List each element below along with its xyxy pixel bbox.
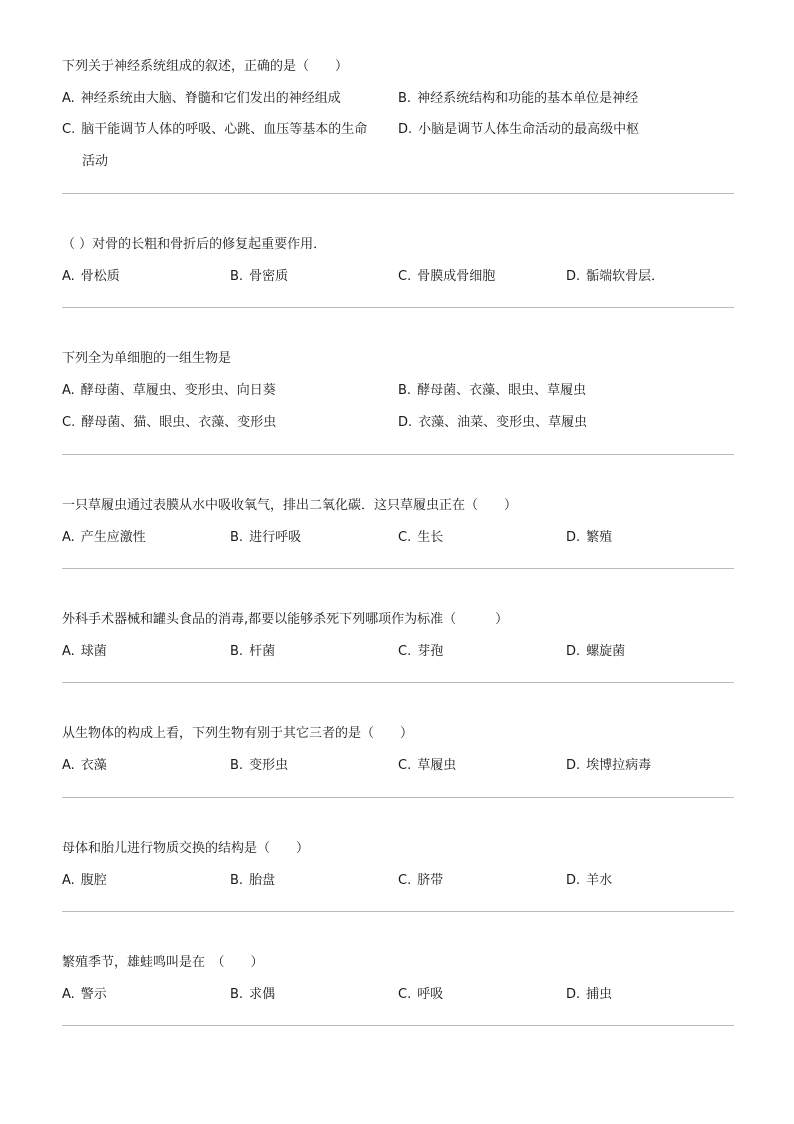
option-c-continuation: 活动 [82, 154, 109, 169]
option-letter: A. [62, 530, 75, 545]
option-letter: C. [398, 758, 412, 773]
option-text: 羊水 [586, 873, 613, 888]
option-letter: D. [398, 122, 413, 137]
option-d[interactable] [566, 871, 612, 891]
option-letter: B. [230, 269, 244, 284]
option-d[interactable] [566, 528, 612, 548]
divider [62, 797, 734, 798]
question-stem: 下列关于神经系统组成的叙述，正确的是（ ） [62, 59, 349, 74]
option-text: 小脑是调节人体生命活动的最高级中枢 [418, 122, 640, 137]
option-letter: B. [230, 987, 244, 1002]
option-text: 埃博拉病毒 [586, 758, 652, 773]
option-c[interactable] [62, 413, 276, 433]
option-b[interactable] [230, 528, 301, 548]
option-text: 酵母菌、猫、眼虫、衣藻、变形虫 [81, 415, 277, 430]
question-stem: 繁殖季节，雄蛙鸣叫是在 （ ） [62, 955, 264, 970]
option-text: 繁殖 [586, 530, 613, 545]
option-letter: A. [62, 987, 75, 1002]
option-letter: A. [62, 758, 75, 773]
option-b[interactable] [230, 642, 275, 662]
option-text: 衣藻 [80, 758, 107, 773]
question-stem: 外科手术器械和罐头食品的消毒,都要以能够杀死下列哪项作为标准（ ） [62, 612, 509, 627]
option-text: 芽孢 [417, 644, 444, 659]
option-b[interactable] [398, 89, 638, 109]
option-letter: C. [62, 415, 76, 430]
option-b[interactable] [230, 871, 275, 891]
question-stem: 从生物体的构成上看，下列生物有别于其它三者的是（ ） [62, 726, 414, 741]
option-text: 胎盘 [249, 873, 276, 888]
question-stem: （ ）对骨的长粗和骨折后的修复起重要作用． [62, 237, 327, 252]
option-b[interactable] [230, 985, 275, 1005]
option-text: 酵母菌、草履虫、变形虫、向日葵 [80, 383, 276, 398]
option-letter: D. [566, 873, 581, 888]
option-letter: D. [566, 530, 581, 545]
option-c[interactable] [398, 267, 495, 287]
option-letter: B. [398, 383, 412, 398]
option-text: 骺端软骨层． [586, 269, 665, 284]
option-text: 脑干能调节人体的呼吸、心跳、血压等基本的生命 [81, 122, 368, 137]
option-text: 衣藻、油菜、变形虫、草履虫 [418, 415, 588, 430]
option-text: 酵母菌、衣藻、眼虫、草履虫 [417, 383, 587, 398]
option-letter: A. [62, 644, 75, 659]
option-c[interactable] [62, 120, 367, 140]
option-text: 骨膜成骨细胞 [417, 269, 496, 284]
option-letter: D. [566, 987, 581, 1002]
divider [62, 1025, 734, 1026]
option-text: 神经系统结构和功能的基本单位是神经 [417, 91, 639, 106]
option-a[interactable] [62, 89, 341, 109]
option-a[interactable] [62, 642, 107, 662]
option-letter: C. [62, 122, 76, 137]
option-a[interactable] [62, 756, 107, 776]
divider [62, 911, 734, 912]
divider [62, 568, 734, 569]
option-text: 呼吸 [417, 987, 444, 1002]
option-c[interactable] [398, 756, 456, 776]
option-text: 警示 [80, 987, 107, 1002]
option-c[interactable] [398, 871, 443, 891]
option-letter: B. [230, 644, 244, 659]
option-text: 腹腔 [80, 873, 107, 888]
option-text: 进行呼吸 [249, 530, 302, 545]
option-text: 草履虫 [417, 758, 457, 773]
option-a[interactable] [62, 267, 120, 287]
option-letter: C. [398, 530, 412, 545]
option-text: 球菌 [80, 644, 107, 659]
option-letter: A. [62, 269, 75, 284]
option-letter: D. [398, 415, 413, 430]
question-stem: 母体和胎儿进行物质交换的结构是（ ） [62, 841, 310, 856]
option-text: 捕虫 [586, 987, 613, 1002]
option-a[interactable] [62, 985, 107, 1005]
option-text: 求偶 [249, 987, 276, 1002]
option-c[interactable] [398, 528, 443, 548]
option-a[interactable] [62, 528, 146, 548]
option-text: 生长 [417, 530, 444, 545]
option-letter: A. [62, 383, 75, 398]
option-letter: B. [230, 758, 244, 773]
option-c[interactable] [398, 985, 443, 1005]
option-b[interactable] [230, 267, 288, 287]
option-text: 产生应激性 [80, 530, 146, 545]
option-letter: C. [398, 644, 412, 659]
option-text: 变形虫 [249, 758, 289, 773]
option-letter: B. [230, 873, 244, 888]
option-letter: A. [62, 873, 75, 888]
option-letter: D. [566, 758, 581, 773]
option-letter: C. [398, 987, 412, 1002]
divider [62, 682, 734, 683]
option-d[interactable] [566, 267, 664, 287]
question-stem: 一只草履虫通过表膜从水中吸收氧气，排出二氧化碳．这只草履虫正在（ ） [62, 498, 518, 513]
question-stem: 下列全为单细胞的一组生物是 [62, 351, 232, 366]
option-d[interactable] [566, 756, 651, 776]
option-text: 神经系统由大脑、脊髓和它们发出的神经组成 [80, 91, 341, 106]
option-letter: C. [398, 873, 412, 888]
option-letter: A. [62, 91, 75, 106]
option-d[interactable] [398, 120, 639, 140]
divider [62, 454, 734, 455]
option-text: 杆菌 [249, 644, 276, 659]
option-b[interactable] [230, 756, 288, 776]
option-text: 脐带 [417, 873, 444, 888]
option-a[interactable] [62, 381, 276, 401]
option-b[interactable] [398, 381, 586, 401]
divider [62, 307, 734, 308]
option-c[interactable] [398, 642, 443, 662]
option-text: 螺旋菌 [586, 644, 626, 659]
option-letter: C. [398, 269, 412, 284]
option-letter: B. [230, 530, 244, 545]
option-d[interactable] [398, 413, 587, 433]
divider [62, 193, 734, 194]
option-d[interactable] [566, 642, 625, 662]
option-letter: B. [398, 91, 412, 106]
option-text: 骨松质 [80, 269, 120, 284]
option-letter: D. [566, 644, 581, 659]
option-letter: D. [566, 269, 581, 284]
option-text: 骨密质 [249, 269, 289, 284]
option-d[interactable] [566, 985, 612, 1005]
option-a[interactable] [62, 871, 107, 891]
